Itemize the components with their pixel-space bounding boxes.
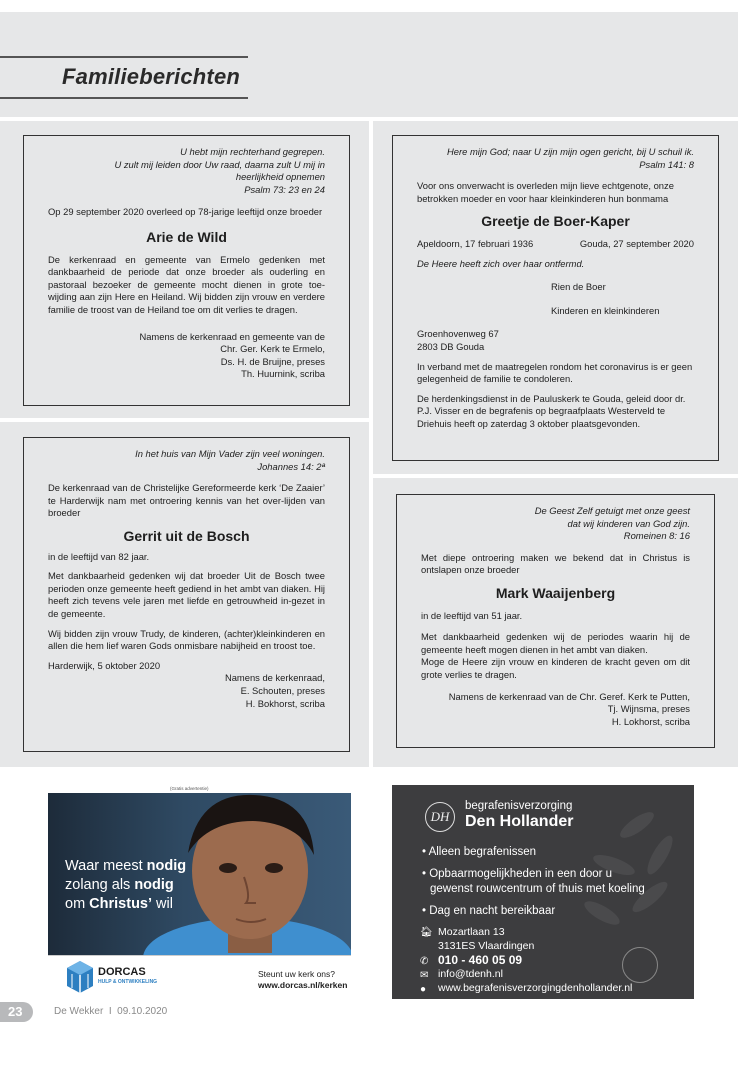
globe-icon: ● — [420, 984, 427, 995]
certification-seal-icon — [622, 947, 658, 983]
notice-verse — [48, 448, 325, 473]
ad-footer — [48, 955, 351, 998]
dh-monogram-text: DH — [430, 809, 450, 824]
notice-age: in de leeftijd van 82 jaar. — [48, 550, 150, 562]
signature-line: Th. Huurnink, scriba — [241, 368, 325, 380]
slogan-text: zolang als — [65, 877, 135, 893]
notice-body: De kerkenraad en gemeente van Ermelo gedenken met dankbaarheid de periode dat onze broeder als ouderling en pastoraal bezoeker de gemeente mocht dienen in grote toe-wijding aan zijn Here en Heiland. Wij bidden zijn vrouw en verdere familie de troost van de Heiland toe om dit verlies te dragen. — [48, 253, 325, 315]
slogan-text: om — [65, 896, 90, 912]
verse-line: In het huis van Mijn Vader zijn veel woningen. — [135, 448, 325, 459]
publication-info: De Wekker I 09.10.2020 — [54, 1006, 168, 1017]
deceased-name: Gerrit uit de Bosch — [123, 527, 250, 544]
slogan-text: wil — [152, 896, 173, 912]
signature-line: Chr. Ger. Kerk te Ermelo, — [220, 343, 325, 355]
header-rule-bottom — [0, 97, 248, 99]
ad-slogan — [65, 857, 186, 914]
notice-signature — [48, 331, 325, 381]
notice-body — [421, 631, 690, 681]
signature-line: Namens de kerkenraad van de Chr. Geref. Kerk te Putten, — [448, 690, 690, 702]
notice-verse — [421, 505, 690, 543]
place-date: Harderwijk, 5 oktober 2020 — [48, 659, 161, 671]
dh-service-item: gewenst rouwcentrum of thuis met koeling — [430, 883, 645, 895]
deceased-name: Arie de Wild — [146, 228, 227, 245]
body-line: Met dankbaarheid gedenken wij de periodes waarin hij de gemeente heeft mogen dienen in het ambt van diaken. — [421, 631, 690, 655]
signature-line: Tj. Wijnsma, preses — [607, 703, 690, 715]
dh-email[interactable]: info@tdenh.nl — [438, 968, 503, 980]
dh-address-city: 3131ES Vlaardingen — [438, 940, 535, 952]
notice-address — [417, 328, 694, 353]
verse-line: De Geest Zelf getuigt met onze geest — [534, 505, 690, 516]
notice-verse — [417, 146, 694, 171]
notice-greetje-de-boer-kaper — [392, 135, 719, 461]
notice-signature — [48, 672, 325, 710]
dh-tagline: begrafenisverzorging — [465, 800, 573, 812]
verse-reference: Johannes 14: 2ª — [257, 460, 325, 472]
home-icon: 🏠︎ — [420, 927, 433, 938]
ad-photo — [48, 793, 351, 955]
dorcas-brand: DORCAS — [98, 966, 146, 978]
verse-line: Here mijn God; naar U zijn mijn ogen gericht, bij U schuil ik. — [447, 146, 694, 157]
dh-service-item: • Dag en nacht bereikbaar — [422, 905, 556, 917]
notice-arie-de-wild — [23, 135, 350, 406]
notice-intro: Voor ons onverwacht is overleden mijn lieve echtgenote, onze betrokken moeder en voor haar kleinkinderen hun bonmama — [417, 180, 674, 204]
birth-info: Apeldoorn, 17 februari 1936 — [417, 237, 534, 249]
service-note: De herdenkingsdienst in de Pauluskerk te Gouda, geleid door dr. P.J. Visser en de begrafenis op begraafplaats Westerveld te Driehuis heeft op zaterdag 3 oktober plaatsgevonden. — [417, 392, 686, 429]
slogan-text: Waar meest — [65, 858, 147, 874]
ad-free-tag: (Gratis advertentie) — [170, 786, 209, 791]
dh-website[interactable]: www.begrafenisverzorgingdenhollander.nl — [438, 982, 633, 994]
verse-line: dat wij kinderen van God zijn. — [567, 517, 690, 529]
slogan-bold: nodig — [134, 877, 174, 893]
death-info: Gouda, 27 september 2020 — [579, 237, 694, 249]
verse-line: heerlijkheid opnemen — [235, 171, 325, 183]
notice-intro: Op 29 september 2020 overleed op 78-jarige leeftijd onze broeder — [48, 206, 323, 218]
signature-line: Namens de kerkenraad en gemeente van de — [139, 330, 325, 342]
notice-intro: Met diepe ontroering maken we bekend dat in Christus is ontslapen onze broeder — [421, 551, 690, 576]
verse-reference: Psalm 73: 23 en 24 — [244, 183, 325, 195]
notice-mark-waaijenberg — [396, 494, 715, 748]
signature-line: H. Lokhorst, scriba — [611, 715, 690, 727]
ad-dorcas[interactable] — [48, 793, 351, 998]
body-line: Moge de Heere zijn vrouw en kinderen de kracht geven om dit grote verlies te dragen. — [421, 656, 690, 680]
signature-line: E. Schouten, preses — [240, 684, 325, 696]
verse-reference: Romeinen 8: 16 — [623, 530, 690, 542]
dh-service-item: • Opbaarmogelijkheden in een door u — [422, 868, 613, 880]
notice-signature — [421, 691, 690, 729]
dorcas-cta: Steunt uw kerk ons? — [258, 969, 336, 979]
verse-reference: Psalm 141: 8 — [639, 158, 694, 170]
dorcas-logo-icon — [66, 960, 94, 994]
signature-line: Namens de kerkenraad, — [224, 672, 325, 684]
notice-age: in de leeftijd van 51 jaar. — [421, 609, 523, 621]
notice-intro: De kerkenraad van de Christelijke Gereformeerde kerk ‘De Zaaier’ te Harderwijk nam met ontroering kennis van het over-lijden van broeder — [48, 482, 325, 519]
email-icon: ✉ — [420, 970, 429, 981]
dh-brand: Den Hollander — [465, 813, 574, 830]
notice-body: Wij bidden zijn vrouw Trudy, de kinderen, (achter)kleinkinderen en allen die hem lief waren Gods onmisbare nabijheid en troost toe. — [48, 627, 325, 652]
verse-line: U hebt mijn rechterhand gegrepen. — [180, 146, 325, 157]
phone-icon: ✆ — [420, 956, 429, 967]
deceased-name: Mark Waaijenberg — [495, 584, 616, 601]
family-children: Kinderen en kleinkinderen — [551, 304, 660, 316]
page-title: Familieberichten — [62, 64, 241, 89]
notice-gerrit-uit-de-bosch — [23, 437, 350, 752]
ad-den-hollander[interactable] — [392, 785, 694, 999]
page-number: 23 — [8, 1004, 23, 1019]
slogan-bold: nodig — [146, 858, 187, 874]
covid-note: In verband met de maatregelen rondom het coronavirus is er geen gelegenheid de familie te condoleren. — [417, 360, 693, 385]
slogan-bold: Christus’ — [89, 896, 153, 912]
deceased-name: Greetje de Boer-Kaper — [481, 213, 630, 230]
notice-body: Met dankbaarheid gedenken wij dat broeder Uit de Bosch twee perioden onze gemeente heeft gediend in het ambt van diaken. Hij heeft zich tevens vele jaren met liefde en getrouwheid in-gezet in de gemeente. — [48, 570, 325, 619]
address-line: 2803 DB Gouda — [417, 340, 485, 352]
birth-death-row — [417, 238, 694, 251]
notice-verse — [48, 146, 325, 196]
dh-service-item: • Alleen begrafenissen — [422, 846, 536, 858]
dorcas-brand-sub: HULP & ONTWIKKELING — [98, 979, 158, 985]
verse-line: U zult mij leiden door Uw raad, daarna zult U mij in — [114, 158, 325, 170]
dh-monogram-logo — [425, 802, 455, 832]
address-line: Groenhovenweg 67 — [417, 328, 499, 340]
header-rule-top — [0, 56, 248, 58]
family-name: Rien de Boer — [551, 281, 606, 293]
dorcas-link[interactable]: www.dorcas.nl/kerken — [258, 980, 348, 990]
notice-quote: De Heere heeft zich over haar ontfermd. — [417, 257, 585, 269]
dh-phone[interactable]: 010 - 460 05 09 — [438, 953, 523, 967]
signature-line: H. Bokhorst, scriba — [245, 697, 325, 709]
dh-address-street: Mozartlaan 13 — [438, 926, 505, 938]
signature-line: Ds. H. de Bruijne, preses — [220, 355, 325, 367]
